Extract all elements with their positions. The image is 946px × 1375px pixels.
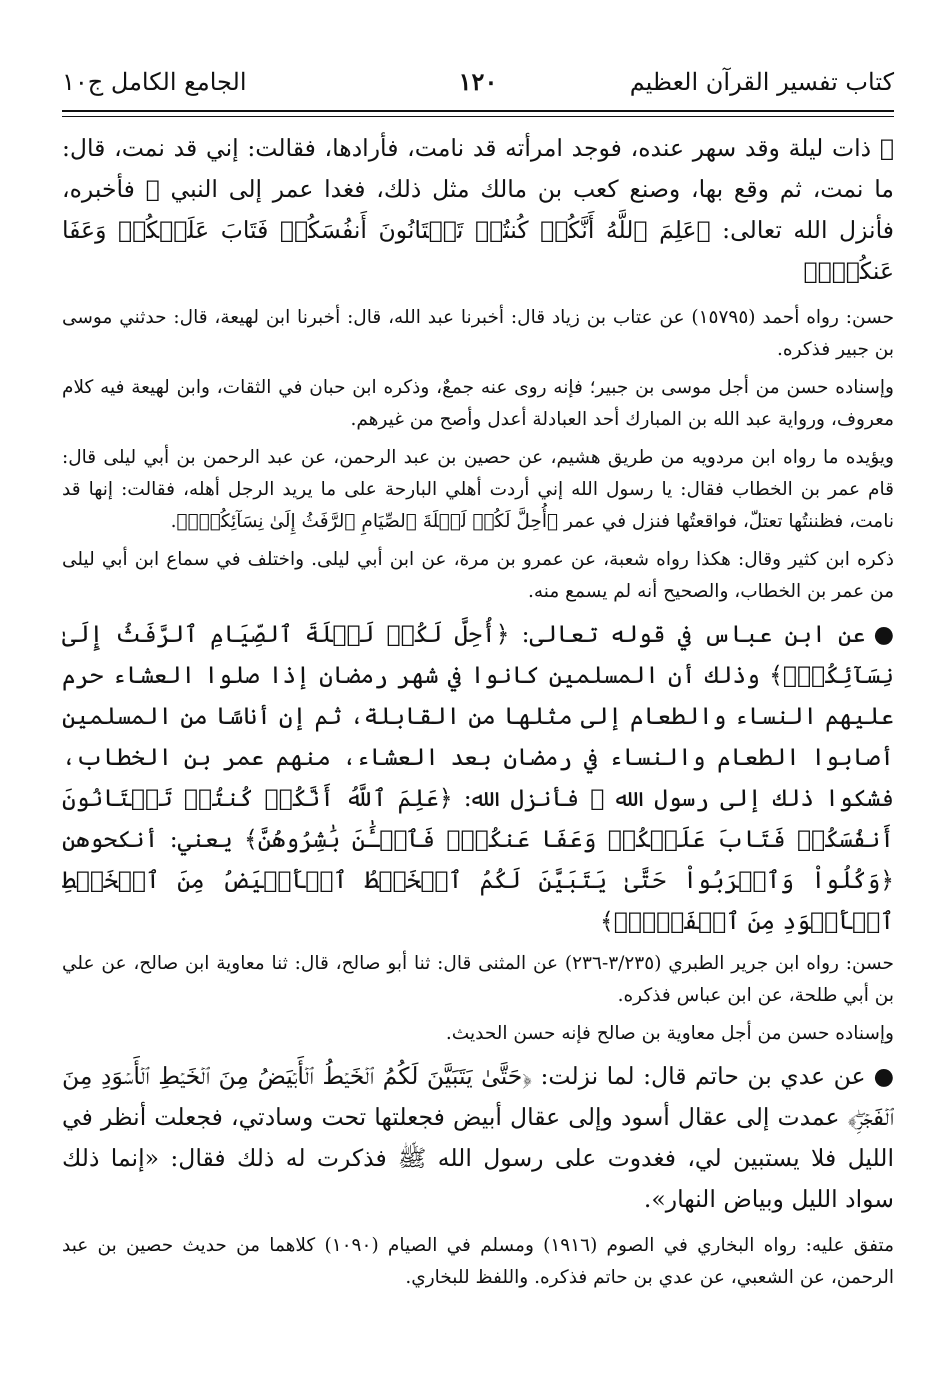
page [62,0,894,1375]
bullet-icon: ● [873,620,894,648]
header-rule [62,110,894,112]
isnad-note [62,1018,894,1050]
supporting-narration [62,442,894,538]
bullet-icon: ● [873,1062,894,1090]
paragraph-text: عن ابن عباس في قوله تعالى: ﴿أُحِلَّ لَكُمۡ لَيۡلَةَ ٱلصِّيَامِ ٱلرَّفَثُ إِلَىٰ نِسَآئِكُمۡۚ﴾ وذلك أن المسلمين كانوا في شهر رمضان إذا صلوا العشاء حرم عليهم النساء والطعام إلى مثلها من القابلة، ثم إن أناسًا من المسلمين أصابوا الطعام والنساء في رمضان بعد العشاء، منهم عمر بن الخطاب، فشكوا ذلك إلى رسول الله ﷺ فأنزل الله: ﴿عَلِمَ ٱللَّهُ أَنَّكُمۡ كُنتُمۡ تَخۡتَانُونَ أَنفُسَكُمۡ فَتَابَ عَلَيۡكُمۡ وَعَفَا عَنكُمۡۖ فَٱلۡـَٰٔنَ بَٰشِرُوهُنَّ﴾ يعني: أنكحوهن ﴿وَكُلُواْ وَٱشۡرَبُواْ حَتَّىٰ يَتَبَيَّنَ لَكُمُ ٱلۡخَيۡطُ ٱلۡأَبۡيَضُ مِنَ ٱلۡخَيۡطِ ٱلۡأَسۡوَدِ مِنَ ٱلۡفَجۡرِۖ﴾ [62,620,894,935]
isnad-note [62,372,894,436]
paragraph-text: ويؤيده ما رواه ابن مردويه من طريق هشيم، عن حصين بن عبد الرحمن، عن عبد الرحمن بن أبي ليلى قال: قام عمر بن الخطاب فقال: يا رسول الله إني أردت أهلي البارحة على ما يريد الرجل أهله، فقالت: إنها قد نامت، فظننتُها تعتلّ، فواقعتُها فنزل في عمر ﴿أُحِلَّ لَكُمۡ لَيۡلَةَ ٱلصِّيَامِ ٱلرَّفَثُ إِلَىٰ نِسَآئِكُمۡۚ﴾. [62,447,894,532]
paragraph-text: وإسناده حسن من أجل معاوية بن صالح فإنه حسن الحديث. [445,1023,894,1044]
paragraph-text: عن عدي بن حاتم قال: لما نزلت: ﴿حَتَّىٰ يَتَبَيَّنَ لَكُمُ ٱلۡخَيۡطُ ٱلۡأَبۡيَضُ مِنَ ٱلۡخَيۡطِ ٱلۡأَسۡوَدِ مِنَ ٱلۡفَجۡرِۖ﴾ عمدت إلى عقال أسود وإلى عقال أبيض فجعلتها تحت وسادتي، فجعلت أنظر في الليل فلا يستبين لي، فغدوت على رسول الله ﷺ فذكرت له ذلك فقال: «إنما ذلك سواد الليل وبياض النهار». [62,1062,894,1213]
paragraph-text: وإسناده حسن من أجل موسى بن جبير؛ فإنه روى عنه جمعٌ، وذكره ابن حبان في الثقات، وابن لهيعة فيه كلام معروف، ورواية عبد الله بن المبارك أحد العبادلة أعدل وأصح من غيرهم. [62,377,894,430]
hadith-text [62,128,894,292]
paragraph-text: ﷺ ذات ليلة وقد سهر عنده، فوجد امرأته قد نامت، فأرادها، فقالت: إني قد نمت، قال: ما نمت، ثم وقع بها، وصنع كعب بن مالك مثل ذلك، فغدا عمر إلى النبي ﷺ فأخبره، فأنزل الله تعالى: ﴿عَلِمَ ٱللَّهُ أَنَّكُمۡ كُنتُمۡ تَخۡتَانُونَ أَنفُسَكُمۡ فَتَابَ عَلَيۡكُمۡ وَعَفَا عَنكُمۡۖ﴾ [62,134,894,285]
paragraph-text: حسن: رواه أحمد (١٥٧٩٥) عن عتاب بن زياد قال: أخبرنا عبد الله، قال: أخبرنا ابن لهيعة، قال: حدثني موسى بن جبير فذكره. [62,307,895,360]
hadith-ibn-abbas [62,614,894,942]
page-number: ١٢٠ [458,67,498,96]
volume-label: الجامع الكامل ج١٠ [62,68,247,96]
takhrij-note [62,948,894,1012]
book-title: كتاب تفسير القرآن العظيم [629,68,894,96]
ibn-kathir-note [62,544,894,608]
page-content [62,128,894,1294]
header-rule-thin [62,116,894,117]
paragraph-text: متفق عليه: رواه البخاري في الصوم (١٩١٦) ومسلم في الصيام (١٠٩٠) كلاهما من حديث حصين بن عبد الرحمن، عن الشعبي، عن عدي بن حاتم فذكره. واللفظ للبخاري. [62,1235,894,1288]
paragraph-text: ذكره ابن كثير وقال: هكذا رواه شعبة، عن عمرو بن مرة، عن ابن أبي ليلى. واختلف في سماع ابن أبي ليلى من عمر بن الخطاب، والصحيح أنه لم يسمع منه. [62,549,894,602]
page-header [62,62,894,102]
paragraph-text: حسن: رواه ابن جرير الطبري (٣/٢٣٥-٢٣٦) عن المثنى قال: ثنا أبو صالح، قال: ثنا معاوية ابن صالح، عن علي بن أبي طلحة، عن ابن عباس فذكره. [62,953,894,1006]
takhrij-note [62,302,894,366]
takhrij-note [62,1230,894,1294]
hadith-adi-bin-hatim [62,1056,894,1220]
